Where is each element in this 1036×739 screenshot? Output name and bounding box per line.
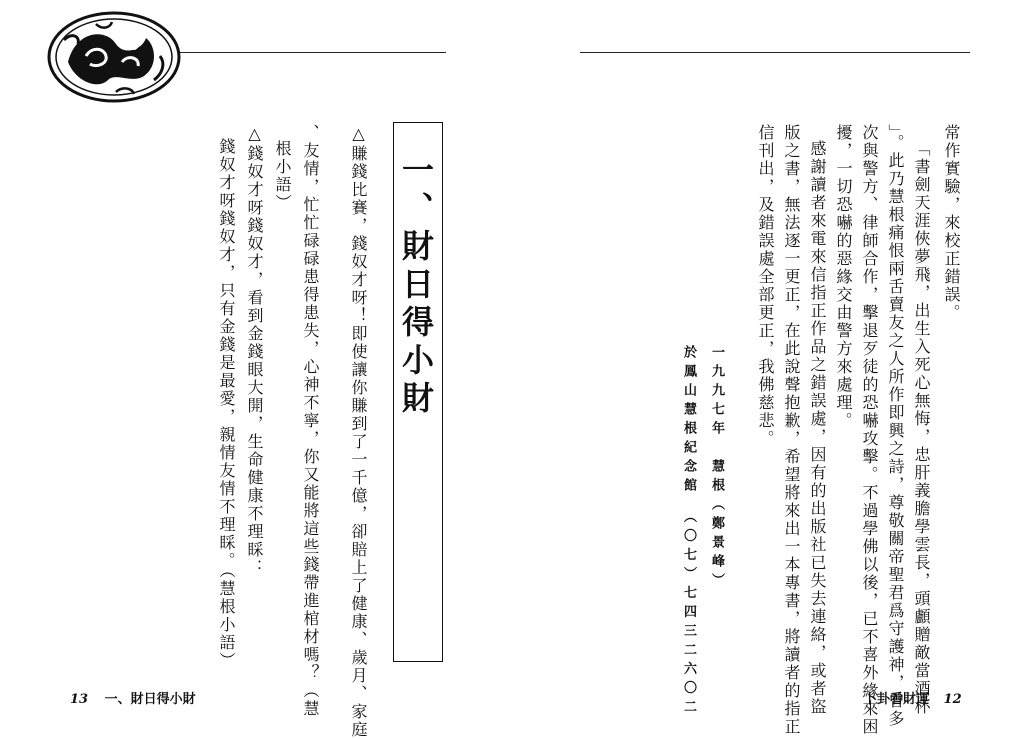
- text-column: △錢奴才呀錢奴才，看到金錢眼大開，生命健康不理睬：: [245, 124, 264, 577]
- text-column: 」。此乃慧根痛恨兩舌賣友之人所作即興之詩，尊敬關帝聖君爲守護神，曾多: [886, 124, 905, 728]
- page-number: 12: [943, 692, 962, 707]
- text-column: 錢奴才呀錢奴才，只有金錢是最愛，親情友情不理睬。（慧根小語）: [217, 138, 236, 670]
- chapter-title: 一、財日得小財: [397, 153, 435, 419]
- page-number: 13: [70, 692, 89, 707]
- signature-line: 一九九七年 慧根（鄭景峰）: [709, 345, 724, 592]
- text-column: 、友情，忙忙碌碌患得患失，心神不寧，你又能將這些錢帶進棺材嗎？（慧: [301, 124, 320, 718]
- dragon-emblem-icon: [46, 10, 182, 104]
- running-title: 卜卦看財運: [864, 692, 930, 707]
- text-column: 根小語）: [273, 140, 292, 212]
- header-rule: [180, 52, 446, 53]
- running-title: 一、財日得小財: [104, 692, 196, 707]
- page-footer: [864, 688, 962, 707]
- text-column: 版之書，無法逐一更正，在此說聲抱歉，希望將來出一本專書，將讀者的指正: [782, 124, 801, 736]
- text-column: 次與警方、律師合作，擊退歹徒的恐嚇攻擊。不過學佛以後，已不喜外緣來困: [860, 124, 879, 736]
- chapter-title-box: [393, 122, 443, 662]
- header-rule: [580, 52, 970, 53]
- right-page: [518, 0, 1036, 736]
- text-column: 信刊出，及錯誤處全部更正，我佛慈悲。: [756, 124, 775, 448]
- text-column: 常作實驗，來校正錯誤。: [942, 124, 961, 322]
- text-column: 「書劍天涯俠夢飛，出生入死心無悔，忠肝義膽學雲長，頭顱贈敵當酒杯: [912, 140, 931, 716]
- text-column: △賺錢比賽，錢奴才呀！即使讓你賺到了一千億，卻賠上了健康、歲月、家庭: [349, 124, 368, 739]
- location-line: 於鳳山慧根紀念館 （〇七）七四三二六〇二: [681, 345, 696, 719]
- page-footer: [70, 688, 196, 707]
- text-column: 感謝讀者來電來信指正作品之錯誤處，因有的出版社已失去連絡，或者盜: [808, 140, 827, 716]
- text-column: 擾，一切恐嚇的惡緣交由警方來處理。: [834, 124, 853, 430]
